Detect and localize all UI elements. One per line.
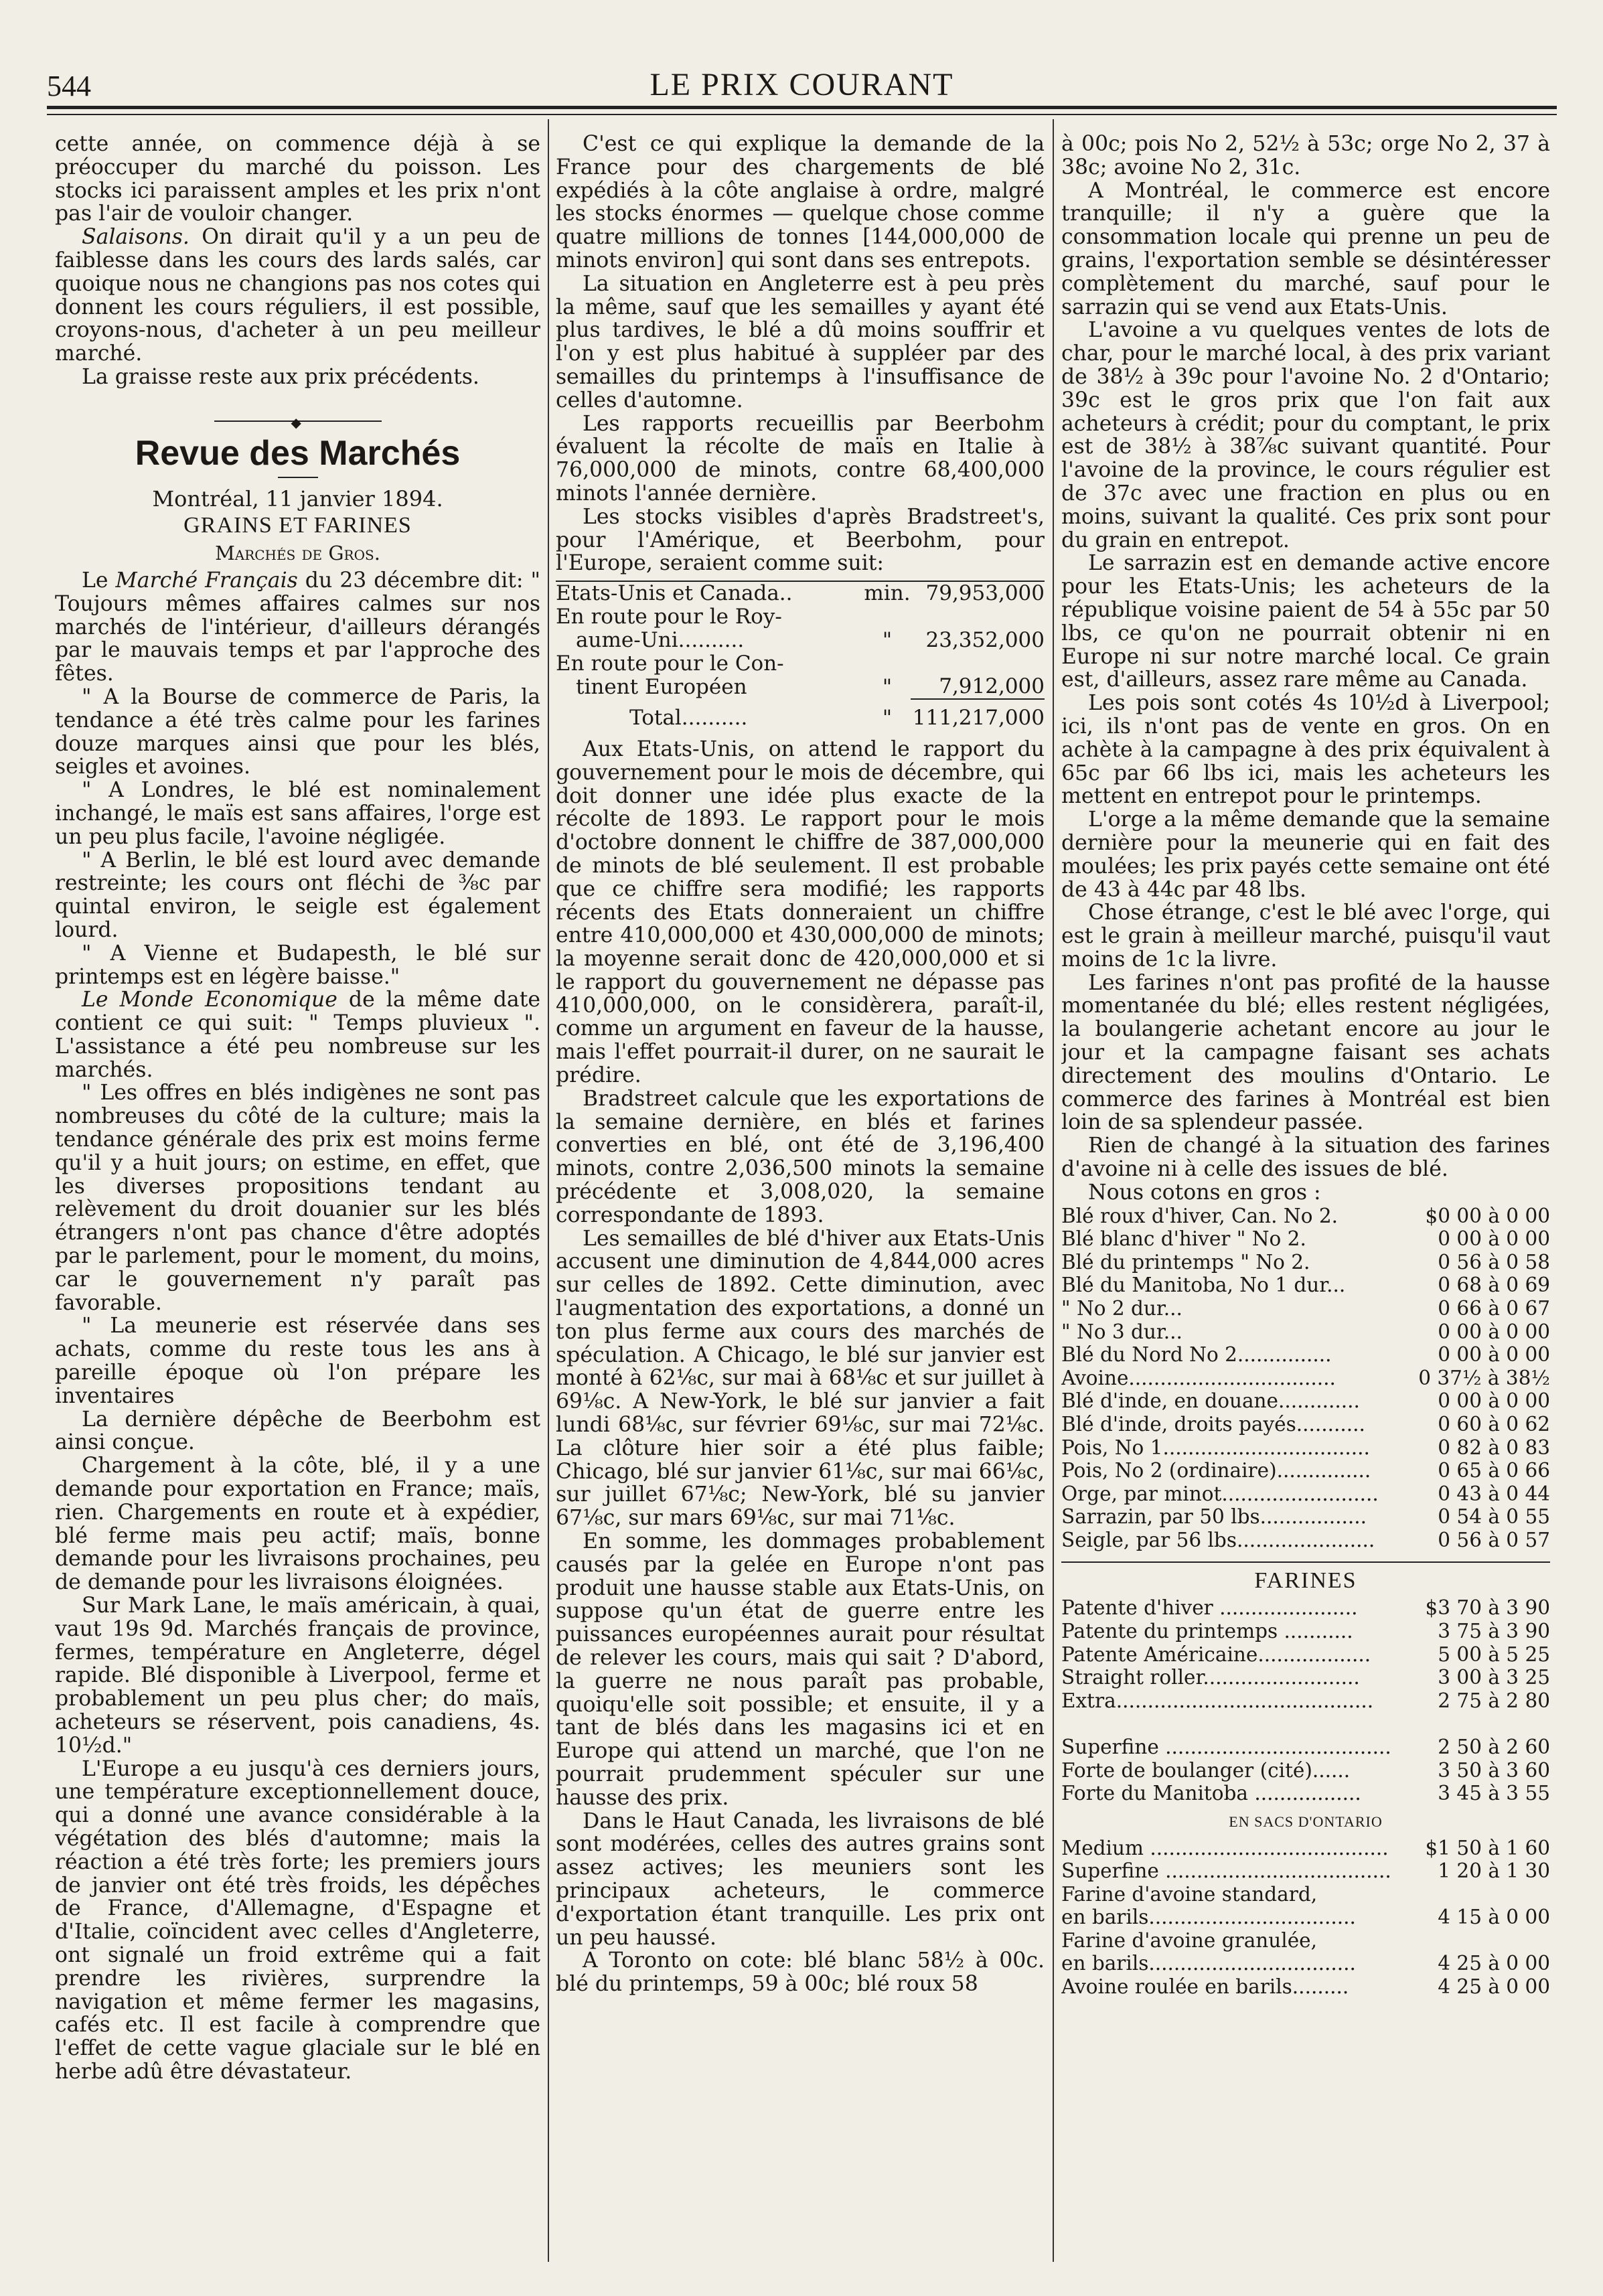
paragraph: La graisse reste aux prix précédents. — [82, 364, 479, 389]
stock-label: En route pour le Roy- — [556, 604, 782, 629]
price-row — [1061, 1712, 1550, 1736]
page-number: 544 — [47, 70, 91, 102]
price-row — [1061, 1274, 1550, 1297]
paragraph: La dernière dépêche de Beerbohm est ainsi conçue. — [55, 1407, 540, 1455]
paragraph: Bradstreet calcule que les exportations de la semaine dernière, en blés et farines converties en blé, ont été de 3,196,400 minots, contre 2,036,500 minots la semaine précédente et 3,008,020, la semaine correspondante de 1893. — [556, 1086, 1045, 1227]
header-rule-thin — [47, 114, 1557, 115]
price-value — [1423, 1883, 1550, 1906]
price-row — [1061, 1952, 1550, 1975]
price-label — [1061, 1712, 1423, 1736]
paragraph: Aux Etats-Unis, on attend le rapport du gouvernement pour le mois de décembre, qui doit donner une idée plus exacte de la récolte de 1893. Le rapport pour le mois d'octobre donnent le chiffre de 387,000,000 de minots de blé seulement. Il est probable que ce chiffre sera modifié; les rapports récents des Etats donneraient un chiffre entre 410,000,000 et 430,000,000 de minots; la moyenne serait donc de 420,000,000 et si le rapport du gouvernement ne dépasse pas 410,000,000, on le considèrera, paraît-il, comme un argument en faveur de la hausse, mais l'effet pourrait-il durer, on ne saurait le prédire. — [556, 737, 1045, 1088]
price-label: en barils................................. — [1061, 1906, 1356, 1929]
price-list-intro: Nous cotons en gros : — [1088, 1180, 1321, 1205]
price-row — [1061, 1459, 1550, 1482]
sacs-title: EN SACS D'ONTARIO — [1229, 1813, 1383, 1830]
price-row — [1061, 1643, 1550, 1667]
stock-value — [911, 652, 1045, 676]
price-label: Superfine .................................... — [1061, 1859, 1391, 1883]
ornament-divider — [55, 404, 540, 427]
paragraph: Les rapports recueillis par Beerbohm évaluent la récolte de maïs en Italie à 76,000,000 de minots, contre 68,400,000 minots l'année dernière. — [556, 411, 1045, 506]
table-row — [556, 675, 1045, 699]
price-row — [1061, 1529, 1550, 1552]
flour-price-table — [1061, 1596, 1550, 1805]
price-row — [1061, 1389, 1550, 1413]
price-value: 1 20 à 1 30 — [1438, 1859, 1550, 1883]
price-value: 0 43 à 0 44 — [1438, 1482, 1550, 1505]
price-row — [1061, 1227, 1550, 1251]
price-value: 0 56 à 0 57 — [1438, 1528, 1550, 1551]
paragraph: Sur Mark Lane, le maïs américain, à quai, vaut 19s 9d. Marchés français de province, fermes, température en Angleterre, dégel rapide. Blé disponible à Liverpool, ferme et probablement un peu plus cher; do maïs, acheteurs se réservent, pois canadiens, 4s. 10½d." — [55, 1594, 540, 1758]
section-title: Revue des Marchés — [135, 433, 461, 473]
paragraph: " A Londres, le blé est nominalement inchangé, le maïs est sans affaires, l'orge est un peu plus facile, l'avoine négligée. — [55, 778, 540, 849]
paragraph: cette année, on commence déjà à se préoccuper du marché du poisson. Les stocks ici paraissent amples et les prix n'ont pas l'air de vouloir changer. — [55, 133, 540, 226]
stock-unit: " — [882, 675, 893, 700]
price-label: Patente du printemps ........... — [1061, 1619, 1353, 1642]
table-row — [556, 581, 1045, 605]
run-in-heading: Salaisons. — [82, 225, 189, 250]
table-row — [556, 605, 1045, 629]
price-label: Medium ...................................... — [1061, 1836, 1389, 1859]
price-label: Forte de boulanger (cité)...... — [1061, 1758, 1351, 1782]
price-row — [1061, 1906, 1550, 1929]
price-row — [1061, 1759, 1550, 1782]
price-value: 0 56 à 0 58 — [1438, 1250, 1550, 1274]
price-row — [1061, 1436, 1550, 1460]
header-rule — [47, 106, 1557, 109]
dateline: Montréal, 11 janvier 1894. — [152, 485, 443, 512]
subsection-subtitle: Marchés de Gros. — [215, 542, 380, 565]
paragraph: " La meunerie est réservée dans ses achats, comme du reste tous les ans à pareille époque où l'on prépare les inventaires — [55, 1314, 540, 1408]
stock-unit: " — [882, 706, 893, 731]
price-value: 0 60 à 0 62 — [1438, 1413, 1550, 1436]
price-row — [1061, 1620, 1550, 1643]
price-label: Seigle, par 56 lbs...................... — [1061, 1528, 1375, 1551]
price-value: 0 82 à 0 83 — [1438, 1436, 1550, 1459]
price-label: Superfine .................................... — [1061, 1735, 1391, 1758]
price-value: 0 00 à 0 00 — [1438, 1227, 1550, 1251]
paragraph: Le sarrazin est en demande active encore pour les Etats-Unis; les acheteurs de la république voisine paient de 54 à 55c par 50 lbs, ce qu'on ne pourrait obtenir ni en Europe ni sur notre marché local. Ce grain est, d'ailleurs, assez rare même au Canada. — [1061, 551, 1550, 692]
price-label: Patente d'hiver ...................... — [1061, 1596, 1358, 1620]
column-3 — [1061, 133, 1550, 2252]
stocks-table — [556, 581, 1045, 730]
stock-label: tinent Européen — [576, 675, 747, 700]
table-row — [556, 629, 1045, 652]
price-label: Blé du Nord No 2............... — [1061, 1343, 1332, 1367]
price-label: Blé d'inde, droits payés........... — [1061, 1413, 1365, 1436]
stock-value: 7,912,000 — [939, 674, 1045, 699]
paragraph: L'orge a la même demande que la semaine dernière pour la meunerie qui en fait des moulées; les prix payés cette semaine ont été de 43 à 44c par 48 lbs. — [1061, 808, 1550, 902]
paragraph: L'Europe a eu jusqu'à ces derniers jours, une température exceptionnellement douce, qui a donné une avance considérable à la végétation des blés d'automne; mais la réaction a été très forte; les premiers jours de janvier ont été très froids, les dépêches de France, d'Allemagne, d'Espagne et d'Italie, coïncident avec celles d'Angleterre, ont signalé un froid extrême qui a fait prendre les rivières, surprendre la navigation et même fermer les magasins, cafés etc. Il est facile à comprendre que l'effet de cette vague glaciale sur le blé en herbe adû être dévastateur. — [55, 1756, 540, 2084]
price-value: 0 00 à 0 00 — [1438, 1320, 1550, 1343]
price-value: 0 37½ à 38½ — [1418, 1366, 1550, 1389]
price-value: 4 15 à 0 00 — [1438, 1906, 1550, 1929]
price-row — [1061, 1666, 1550, 1689]
grain-price-table — [1061, 1205, 1550, 1552]
paragraph: " A la Bourse de commerce de Paris, la tendance a été très calme pour les farines douze marques ainsi que pour les blés, seigles et avoines. — [55, 684, 540, 779]
paragraph: En somme, les dommages probablement causés par la gelée en Europe n'ont pas produit une hausse stable aux Etats-Unis, on suppose qu'un état de guerre entre les puissances européennes aurait pour résultat de relever les cours, mais qui sait ? D'abord, la guerre ne nous paraît pas probable, quoiqu'elle soit possible; et ensuite, il y a tant de blés dans les magasins ici et en Europe qui attend un marché, que l'on ne pourrait prudemment spéculer sur une hausse des prix. — [556, 1529, 1045, 1810]
price-row — [1061, 1929, 1550, 1953]
price-row — [1061, 1736, 1550, 1759]
price-row — [1061, 1596, 1550, 1620]
short-rule — [278, 477, 318, 478]
price-row — [1061, 1859, 1550, 1883]
price-value: 0 66 à 0 67 — [1438, 1297, 1550, 1320]
stock-total-value: 111,217,000 — [911, 699, 1045, 730]
price-row — [1061, 1883, 1550, 1906]
price-label: Straight roller......................... — [1061, 1666, 1360, 1689]
price-value — [1423, 1929, 1550, 1953]
paragraph: Dans le Haut Canada, les livraisons de blé sont modérées, celles des autres grains sont assez actives; les meuniers sont les principaux acheteurs, le commerce d'exportation étant tranquille. Les prix ont un peu haussé. — [556, 1809, 1045, 1950]
page-header — [47, 64, 1557, 104]
price-row — [1061, 1343, 1550, 1367]
price-row — [1061, 1367, 1550, 1390]
price-label: Orge, par minot......................... — [1061, 1482, 1379, 1505]
stock-total-label: Total.......... — [629, 706, 748, 731]
price-value: 4 25 à 0 00 — [1438, 1952, 1550, 1975]
price-label: en barils................................. — [1061, 1952, 1356, 1975]
farines-title: FARINES — [1061, 1561, 1550, 1593]
paragraph: C'est ce qui explique la demande de la France pour des chargements de blé expédiés à la côte anglaise à ordre, malgré les stocks énormes — quelque chose comme quatre millions de tonnes [144,000,000 de minots environ] qui sont dans ses entrepots. — [556, 133, 1045, 273]
price-value: $1 50 à 1 60 — [1425, 1836, 1550, 1859]
price-value: 3 50 à 3 60 — [1438, 1758, 1550, 1782]
stock-unit: " — [882, 627, 893, 652]
price-value: 3 00 à 3 25 — [1438, 1666, 1550, 1689]
price-label: Blé blanc d'hiver " No 2. — [1061, 1227, 1306, 1251]
running-title: LE PRIX COURANT — [650, 67, 954, 102]
price-value: 3 45 à 3 55 — [1438, 1782, 1550, 1805]
price-row — [1061, 1975, 1550, 1999]
price-label: Blé roux d'hiver, Can. No 2. — [1061, 1204, 1338, 1227]
column-divider — [548, 119, 549, 2262]
paragraph: Les pois sont cotés 4s 10½d à Liverpool; ici, ils n'ont pas de vente en gros. On en achète à la campagne à des prix équivalent à 65c par 66 lbs ici, mais les acheteurs les mettent en entrepot pour le printemps. — [1061, 691, 1550, 809]
stock-value: 23,352,000 — [925, 627, 1045, 652]
price-row — [1061, 1320, 1550, 1344]
price-label: Farine d'avoine granulée, — [1061, 1928, 1318, 1952]
paragraph: à 00c; pois No 2, 52½ à 53c; orge No 2, 37 à 38c; avoine No 2, 31c. — [1061, 133, 1550, 179]
price-label: Avoine roulée en barils......... — [1061, 1975, 1349, 1999]
column-divider — [1053, 119, 1054, 2262]
price-value: 0 68 à 0 69 — [1438, 1274, 1550, 1297]
paragraph: " A Vienne et Budapesth, le blé sur printemps est en légère baisse." — [55, 941, 540, 989]
price-label: Pois, No 2 (ordinaire)............... — [1061, 1459, 1371, 1482]
paragraph: Le Monde Economique de la même date contient ce qui suit: " Temps pluvieux ". L'assistance a été peu nombreuse sur les marchés. — [55, 988, 540, 1082]
price-label: " No 3 dur... — [1061, 1320, 1182, 1343]
paragraph: " Les offres en blés indigènes ne sont pas nombreuses du côté de la culture; mais la tendance générale des prix est moins ferme qu'il y a huit jours; on estime, en effet, que les diverses propositions tendant au relèvement du droit douanier sur les blés étrangers n'ont pas chance d'être adoptés par le parlement, pour le moment, du moins, car le gouvernement n'y paraît pas favorable. — [55, 1081, 540, 1315]
price-value: 2 50 à 2 60 — [1438, 1735, 1550, 1758]
price-label: Forte du Manitoba ................. — [1061, 1782, 1361, 1805]
paragraph: Chargement à la côte, blé, il y a une demande pour exportation en France; maïs, rien. Chargements en route et à expédier, blé ferme mais peu actif; maïs, bonne demande pour les livraisons prochaines, peu de demande pour les livraisons éloignées. — [55, 1454, 540, 1595]
paragraph: A Montréal, le commerce est encore tranquille; il n'y a guère que la consommation locale qui prenne un peu de grains, l'exportation semble se désintéresser complètement du marché, sauf pour le sarrazin qui se vend aux Etats-Unis. — [1061, 178, 1550, 319]
price-label: Farine d'avoine standard, — [1061, 1882, 1318, 1906]
paragraph: Le Marché Français du 23 décembre dit: " Toujours mêmes affaires calmes sur nos marchés de l'intérieur, d'ailleurs dérangés par le mauvais temps et par l'approche des fêtes. — [55, 568, 540, 686]
price-row — [1061, 1782, 1550, 1805]
paragraph: La situation en Angleterre est à peu près la même, sauf que les semailles y ayant été plus tardives, le blé a dû moins souffrir et l'on y est plus habitué à suppléer par des semailles du printemps à l'insuffisance de celles d'automne. — [556, 271, 1045, 412]
price-row — [1061, 1205, 1550, 1228]
stock-unit — [864, 605, 911, 629]
column-2 — [556, 133, 1045, 2252]
price-row — [1061, 1482, 1550, 1506]
price-label: Pois, No 1................................. — [1061, 1436, 1370, 1459]
paragraph: Les semailles de blé d'hiver aux Etats-Unis accusent une diminution de 4,844,000 acres sur celles de 1892. Cette diminution, avec l'augmentation des exportations, a donné un ton plus ferme aux cours des marchés de spéculation. A Chicago, le blé sur janvier est monté à 62⅛c, sur mai à 68⅛c et sur juillet à 69⅛c. A New-York, le blé sur janvier a fait lundi 68⅛c, sur février 69⅛c, sur mai 72⅛c. La clôture hier soir a été plus faible; Chicago, blé sur janvier 61⅛c, sur mai 66⅛c, sur juillet 67⅛c; New-York, blé su janvier 67⅛c, sur mars 69⅛c, sur mai 71⅛c. — [556, 1226, 1045, 1531]
price-label: Sarrazin, par 50 lbs................. — [1061, 1505, 1367, 1529]
price-value: 0 54 à 0 55 — [1438, 1505, 1550, 1529]
stock-value — [911, 605, 1045, 629]
price-label: Blé d'inde, en douane............. — [1061, 1389, 1360, 1413]
price-row — [1061, 1689, 1550, 1713]
price-label: Avoine................................. — [1061, 1366, 1336, 1389]
stock-label: En route pour le Con- — [556, 651, 784, 676]
price-value: 2 75 à 2 80 — [1438, 1689, 1550, 1712]
subsection-title: GRAINS ET FARINES — [183, 513, 412, 538]
price-value: 3 75 à 3 90 — [1438, 1619, 1550, 1642]
price-row — [1061, 1413, 1550, 1436]
paragraph: A Toronto on cote: blé blanc 58½ à 00c. blé du printemps, 59 à 00c; blé roux 58 — [556, 1948, 1045, 1997]
price-value: 4 25 à 0 00 — [1438, 1975, 1550, 1999]
price-value: 0 65 à 0 66 — [1438, 1459, 1550, 1482]
paragraph: L'avoine a vu quelques ventes de lots de char, pour le marché local, à des prix variant de 38½ à 39c pour l'avoine No. 2 d'Ontario; 39c est le gros prix que l'on fait aux acheteurs à crédit; pour du comptant, le prix est de 38½ à 38⅞c suivant quantité. Pour l'avoine de la province, le cours régulier est de 37c avec une fraction en plus ou en moins, suivant la qualité. Ces prix sont pour du grain en entrepot. — [1061, 318, 1550, 552]
price-value: 0 00 à 0 00 — [1438, 1343, 1550, 1367]
stock-unit: min. — [864, 581, 911, 606]
price-row — [1061, 1505, 1550, 1529]
paragraph: Chose étrange, c'est le blé avec l'orge, qui est le grain à meilleur marché, puisqu'il vaut moins de 1c la livre. — [1061, 901, 1550, 972]
price-value: 5 00 à 5 25 — [1438, 1642, 1550, 1666]
bag-price-table — [1061, 1837, 1550, 1999]
price-row — [1061, 1297, 1550, 1320]
price-value: $3 70 à 3 90 — [1425, 1596, 1550, 1620]
price-row — [1061, 1251, 1550, 1274]
paragraph: Salaisons. On dirait qu'il y a un peu de faiblesse dans les cours des lards salés, car quoique nous ne changions pas nos cotes qui donnent les cours réguliers, il est possible, croyons-nous, d'acheter à un peu meilleur marché. — [55, 225, 540, 366]
price-label: Patente Américaine.................. — [1061, 1642, 1371, 1666]
price-label: Blé du printemps " No 2. — [1061, 1250, 1310, 1274]
stock-label: aume-Uni.......... — [576, 627, 745, 652]
paragraph: Les farines n'ont pas profité de la hausse momentanée du blé; elles restent négligées, la boulangerie achetant encore au jour le jour et la campagne faisant ses achats directement des moulins d'Ontario. Le commerce des farines à Montréal est bien loin de sa splendeur passée. — [1061, 970, 1550, 1135]
price-value — [1423, 1712, 1550, 1736]
stock-label: Etats-Unis et Canada.. — [556, 581, 793, 606]
price-label: Extra......................................... — [1061, 1689, 1374, 1712]
stock-value: 79,953,000 — [925, 581, 1045, 606]
price-value: $0 00 à 0 00 — [1425, 1204, 1550, 1227]
price-value: 0 00 à 0 00 — [1438, 1389, 1550, 1413]
stock-unit — [864, 652, 911, 676]
paragraph: Rien de changé à la situation des farines d'avoine ni à celle des issues de blé. — [1061, 1134, 1550, 1182]
table-total-row — [556, 699, 1045, 730]
price-label: " No 2 dur... — [1061, 1297, 1182, 1320]
price-row — [1061, 1837, 1550, 1860]
table-row — [556, 652, 1045, 676]
price-label: Blé du Manitoba, No 1 dur... — [1061, 1274, 1346, 1297]
column-1 — [55, 133, 540, 2252]
paragraph: Les stocks visibles d'après Bradstreet's, pour l'Amérique, et Beerbohm, pour l'Europe, seraient comme suit: — [556, 504, 1045, 576]
paragraph: " A Berlin, le blé est lourd avec demande restreinte; les cours ont fléchi de ⅜c par quintal environ, le seigle est également lourd. — [55, 848, 540, 942]
